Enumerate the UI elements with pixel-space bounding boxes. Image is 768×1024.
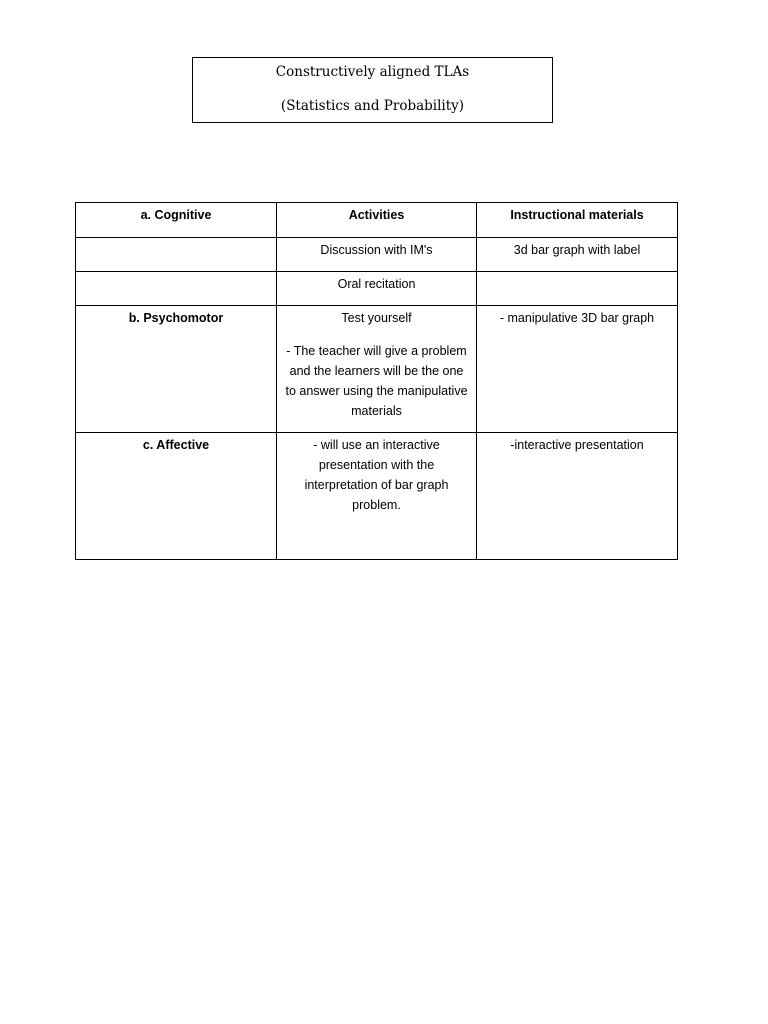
table-header-row bbox=[76, 203, 678, 238]
title-box bbox=[192, 57, 553, 123]
header-cognitive: a. Cognitive bbox=[76, 203, 277, 238]
activity-detail: - The teacher will give a problem and the learners will be the one to answer using the manipulative materials bbox=[285, 344, 468, 418]
table-row bbox=[76, 306, 678, 433]
table-row bbox=[76, 238, 678, 272]
tla-table bbox=[75, 202, 678, 560]
document-title: Constructively aligned TLAs bbox=[275, 64, 470, 80]
activity-cell: Oral recitation bbox=[277, 272, 477, 306]
material-cell: 3d bar graph with label bbox=[477, 238, 678, 272]
material-cell bbox=[477, 272, 678, 306]
activity-title: Test yourself bbox=[341, 311, 412, 325]
activity-cell: Discussion with IM's bbox=[277, 238, 477, 272]
material-cell: - manipulative 3D bar graph bbox=[477, 306, 678, 433]
table-row bbox=[76, 272, 678, 306]
activity-cell: - will use an interactive presentation with the interpretation of bar graph problem. bbox=[277, 433, 477, 560]
material-cell: -interactive presentation bbox=[477, 433, 678, 560]
activity-cell bbox=[277, 306, 477, 433]
domain-cell bbox=[76, 272, 277, 306]
document-subtitle: (Statistics and Probability) bbox=[280, 98, 465, 114]
header-instructional-materials: Instructional materials bbox=[477, 203, 678, 238]
table-row bbox=[76, 433, 678, 560]
domain-cell bbox=[76, 238, 277, 272]
header-activities: Activities bbox=[277, 203, 477, 238]
domain-cell: c. Affective bbox=[76, 433, 277, 560]
domain-cell: b. Psychomotor bbox=[76, 306, 277, 433]
